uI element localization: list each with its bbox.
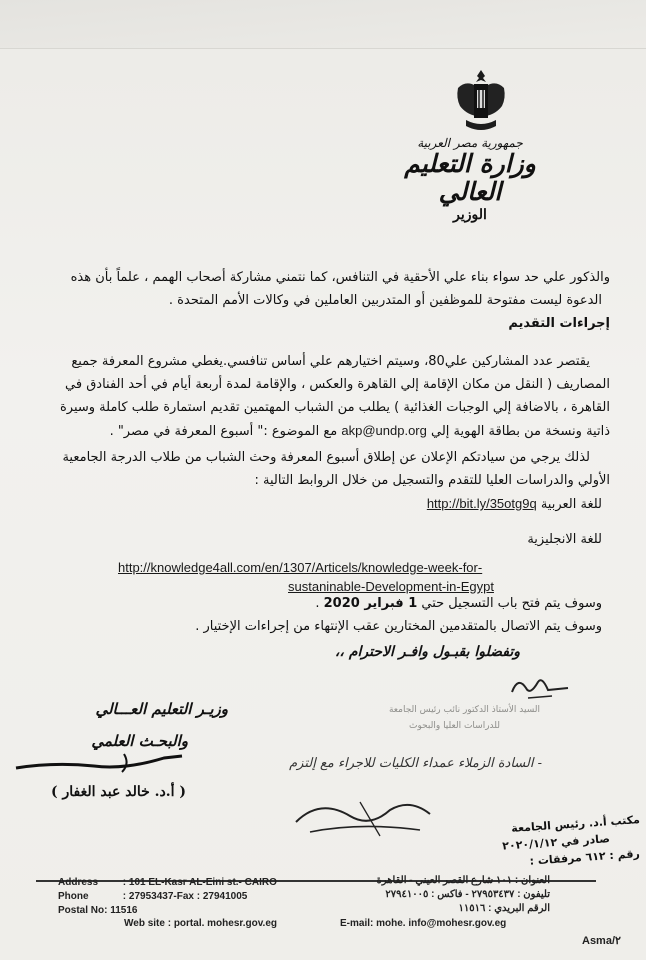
ar-address: العنوان : ١٠١ شارع القصر العيني - القاهرة bbox=[376, 875, 550, 886]
text-line: الدعوة ليست مفتوحة للموظفين أو المتدربين العاملين في وكالات الأمم المتحدة . bbox=[168, 293, 602, 308]
body-paragraph-1 bbox=[16, 266, 610, 335]
english-link-block bbox=[118, 558, 568, 596]
phone-label: Phone bbox=[58, 891, 89, 902]
registration-paragraph bbox=[16, 592, 610, 638]
footer-phone bbox=[58, 890, 318, 904]
stamp-line-1: مكتب أ.د. رئيس الجامعة bbox=[510, 813, 641, 835]
handwritten-initial-icon bbox=[508, 672, 572, 702]
registration-line: وسوف يتم فتح باب التسجيل حتي 1 فبراير 2020 . bbox=[315, 596, 602, 611]
signature-title-1: وزيـر التعليم العـــالي bbox=[95, 700, 228, 718]
stamp-line-3: رقم : ٦١٢ مرفقات : bbox=[529, 847, 641, 868]
text-line: المصاريف ( النقل من مكان الإقامة إلي القاهرة والعكس ، والإقامة لمدة أربعة أيام في أحد الفنادق في bbox=[65, 377, 610, 392]
signature-block bbox=[28, 700, 228, 750]
procedures-heading: إجراءات التقديم bbox=[508, 316, 610, 331]
ministry-name: وزارة التعليم العالي bbox=[404, 149, 536, 206]
english-link-label-line bbox=[16, 528, 610, 551]
footer-english bbox=[58, 876, 318, 918]
text-line-with-email bbox=[16, 419, 610, 443]
margin-note bbox=[270, 702, 540, 734]
ar-phone: تليفون : ٢٧٩٥٣٤٣٧ - فاكس : ٢٧٩٤١٠٠٥ bbox=[385, 889, 550, 900]
text-line: والذكور علي حد سواء بناء علي الأحقية في التنافس، كما نتمني مشاركة أصحاب الهمم ، علماً بأن هذه bbox=[70, 270, 610, 285]
signature-title-2: والبحـث العلمي bbox=[91, 732, 188, 750]
arabic-registration-link[interactable]: http://bit.ly/35otg9q bbox=[426, 496, 537, 511]
footer-website: Web site : portal. mohesr.gov.eg bbox=[124, 918, 277, 929]
email-link[interactable]: akp@undp.org bbox=[341, 423, 427, 438]
address-value: : 101 EL-Kasr AL-Eini st.- CAIRO bbox=[122, 877, 277, 888]
registration-date: 1 فبراير 2020 bbox=[323, 596, 418, 611]
text-fragment: ذاتية ونسخة من بطاقة الهوية إلي bbox=[431, 424, 610, 439]
republic-name: جمهورية مصر العربية bbox=[417, 136, 523, 150]
address-label: Address bbox=[58, 877, 99, 888]
minister-title: الوزير bbox=[453, 207, 487, 223]
footer-postal bbox=[58, 904, 318, 918]
text-line: الأولي والدراسات العليا للتقدم والتسجيل من خلال الروابط التالية : bbox=[254, 473, 610, 488]
arabic-link-label: للغة العربية bbox=[540, 497, 602, 512]
body-paragraph-2 bbox=[16, 350, 610, 443]
margin-note-line: السيد الأستاذ الدكتور نائب رئيس الجامعة bbox=[388, 705, 540, 715]
english-registration-link[interactable]: http://knowledge4all.com/en/1307/Articels/knowledge-week-for- bbox=[118, 560, 483, 575]
closing-line: وتفضلوا بقبـول وافـر الاحترام ،، bbox=[334, 644, 520, 660]
minister-name: ( أ.د. خالد عبد الغفار ) bbox=[51, 784, 186, 800]
postal-label: Postal No: bbox=[58, 905, 108, 916]
body-paragraph-3 bbox=[16, 446, 610, 516]
letterhead bbox=[400, 136, 540, 223]
arabic-link-line bbox=[16, 492, 610, 516]
signature-scribble-icon bbox=[14, 748, 184, 778]
handwritten-instruction: - السادة الزملاء عمداء الكليات للاجراء مع إلتزم bbox=[289, 756, 542, 771]
ar-postal: الرقم البريدي : ١١٥١٦ bbox=[458, 903, 550, 914]
margin-note-line: للدراسات العليا والبحوث bbox=[408, 721, 500, 731]
text-line: يقتصر عدد المشاركين علي80، وسيتم اختيارهم علي أساس تنافسي.يغطي مشروع المعرفة جميع bbox=[71, 354, 590, 369]
reference-code: Asma/٢ bbox=[582, 935, 621, 947]
footer-address bbox=[58, 876, 318, 890]
text-fragment: وسوف يتم فتح باب التسجيل حتي bbox=[421, 596, 602, 611]
text-line: القاهرة ، بالاضافة إلي الوجبات الغذائية ) يطلب من الشباب المهتمين تقديم استمارة طلب كاملة وسيرة bbox=[59, 400, 610, 415]
footer-email: E-mail: mohe. info@mohesr.gov.eg bbox=[340, 918, 507, 929]
footer-arabic bbox=[330, 874, 550, 916]
phone-value: : 27953437-Fax : 27941005 bbox=[122, 891, 248, 902]
english-link-label: للغة الانجليزية bbox=[527, 532, 602, 547]
office-stamp bbox=[440, 813, 641, 868]
text-line: لذلك يرجي من سيادتكم الإعلان عن إطلاق أسبوع المعرفة وحث الشباب من طلاب الدرجة الجامعية bbox=[62, 450, 590, 465]
postal-value: 11516 bbox=[110, 905, 138, 916]
contact-line: وسوف يتم الاتصال بالمتقدمين المختارين عقب الإنتهاء من إجراءات الإختيار . bbox=[195, 619, 602, 634]
official-signature-icon bbox=[290, 792, 440, 842]
english-registration-link-cont[interactable]: sustaninable-Development-in-Egypt bbox=[288, 579, 494, 594]
text-fragment: مع الموضوع :" أسبوع المعرفة في مصر" . bbox=[109, 424, 338, 439]
page-fold-shadow bbox=[0, 0, 646, 49]
stamp-line-2: صادر في ٢٠٢٠/١/١٢ bbox=[501, 832, 611, 853]
eagle-emblem-icon bbox=[452, 66, 510, 138]
